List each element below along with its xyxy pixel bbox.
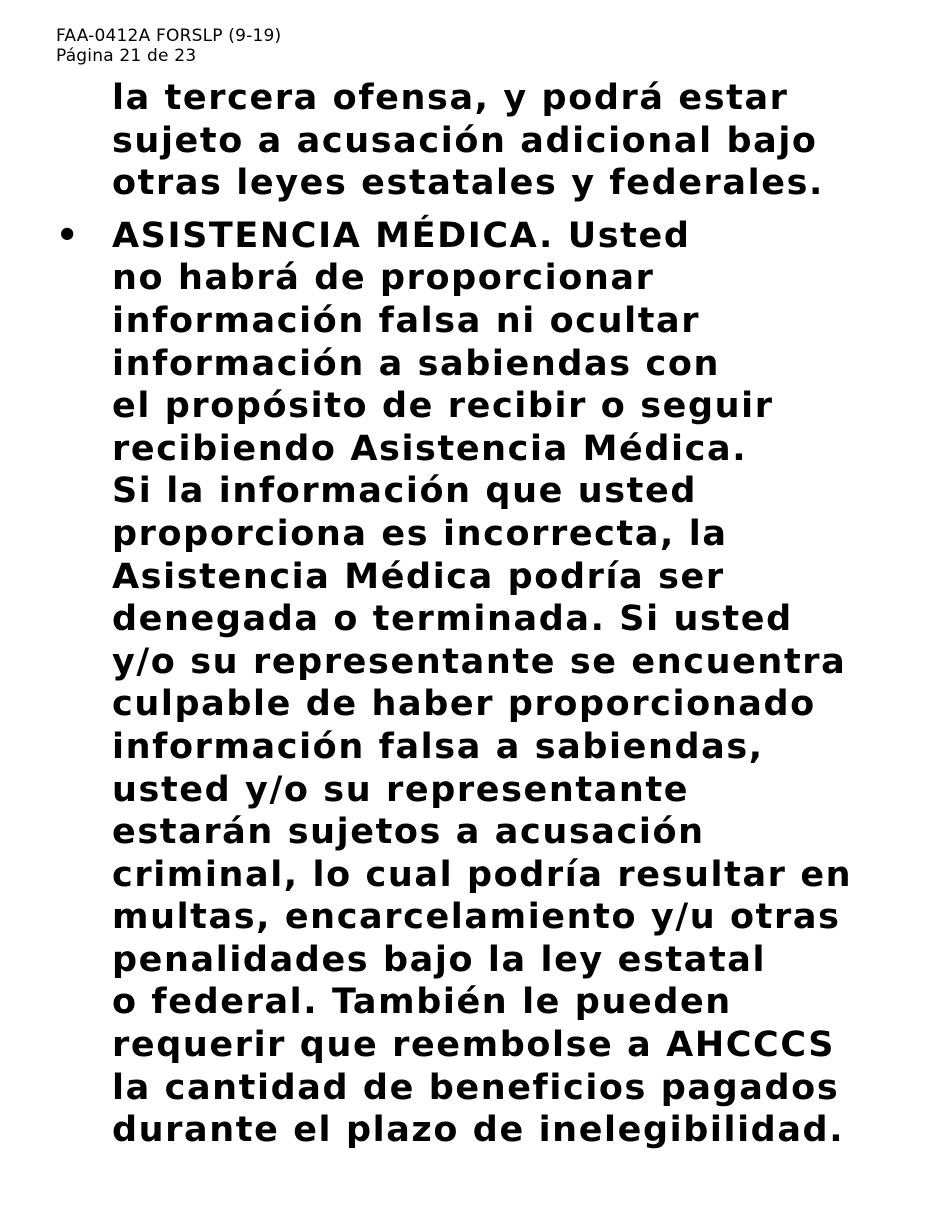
text-line: ASISTENCIA MÉDICA. Usted [112, 215, 691, 256]
bullet-icon: • [56, 215, 80, 256]
text-line: información falsa a sabiendas, [112, 726, 764, 767]
text-line: y/o su representante se encuentra [112, 641, 847, 682]
text-line: Si la información que usted [112, 471, 697, 512]
text-line: el propósito de recibir o seguir [112, 386, 774, 427]
text-line: culpable de haber proporcionado [112, 684, 816, 725]
text-line: no habrá de proporcionar [112, 258, 655, 299]
text-line: requerir que reembolse a AHCCCS [112, 1025, 836, 1066]
text-line: la cantidad de beneficios pagados [112, 1067, 840, 1108]
text-line: información falsa ni ocultar [112, 300, 701, 341]
text-line: penalidades bajo la ley estatal [112, 939, 767, 980]
text-line: durante el plazo de inelegibilidad. [112, 1110, 845, 1151]
text-line: multas, encarcelamiento y/u otras [112, 897, 841, 938]
text-line: sujeto a acusación adicional bajo [112, 120, 818, 161]
text-line: estarán sujetos a acusación [112, 812, 705, 853]
document-body [56, 77, 942, 1152]
text-line: otras leyes estatales y federales. [112, 163, 824, 204]
text-line: información a sabiendas con [112, 343, 720, 384]
text-line: Asistencia Médica podría ser [112, 556, 725, 597]
text-line: recibiendo Asistencia Médica. [112, 428, 748, 469]
form-code: FAA-0412A FORSLP (9-19) [56, 26, 282, 46]
text-line: usted y/o su representante [112, 769, 690, 810]
text-line: o federal. También le pueden [112, 982, 732, 1023]
text-line: la tercera ofensa, y podrá estar [112, 78, 789, 118]
medical-assistance-bullet-item [56, 215, 942, 1152]
text-line: proporciona es incorrecta, la [112, 513, 728, 554]
text-line: denegada o terminada. Si usted [112, 599, 793, 640]
continuation-paragraph [112, 77, 942, 205]
text-line: criminal, lo cual podría resultar en [112, 854, 853, 895]
page-header [56, 26, 281, 66]
page-number: Página 21 de 23 [56, 46, 197, 66]
